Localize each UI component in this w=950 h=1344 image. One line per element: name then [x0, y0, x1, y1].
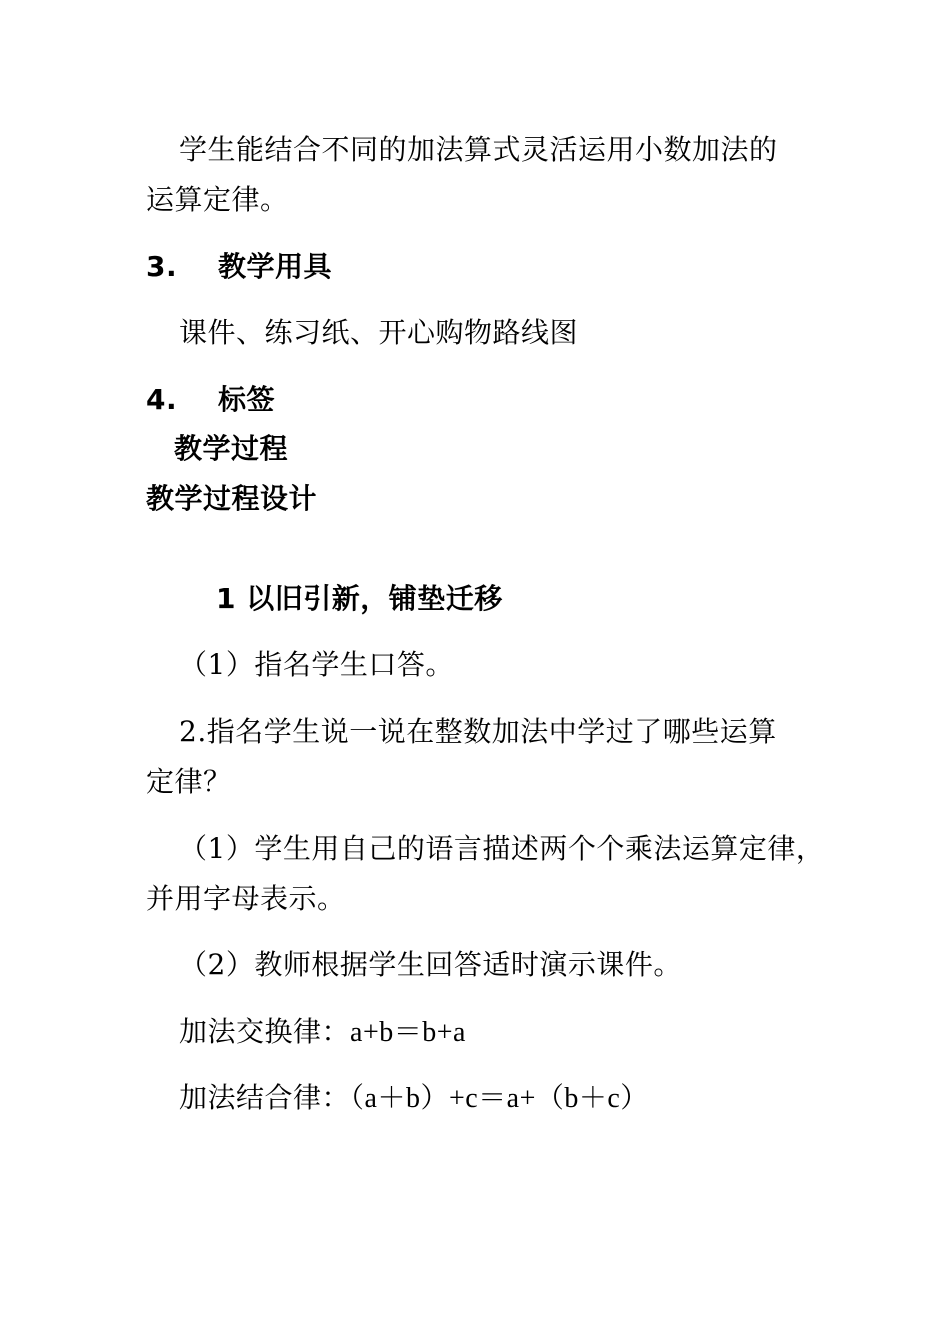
step-item: （2）教师根据学生回答适时演示课件。 — [179, 948, 682, 981]
section-title: 教学用具 — [218, 250, 333, 283]
process-design-title: 教学过程设计 — [146, 482, 318, 515]
section-number: 3. — [146, 250, 178, 283]
paragraph-line: 学生能结合不同的加法算式灵活运用小数加法的 — [179, 133, 778, 166]
paragraph-line: 并用字母表示。 — [146, 882, 346, 915]
step-heading: 1 以旧引新，铺垫迁移 — [216, 582, 503, 615]
law-formula: a+b＝b+a — [350, 1017, 466, 1048]
paragraph-line: 2.指名学生说一说在整数加法中学过了哪些运算 — [179, 715, 777, 748]
section-number: 4. — [146, 383, 178, 416]
process-title: 教学过程 — [174, 432, 289, 465]
section-heading-3 — [146, 250, 332, 284]
tools-list: 课件、练习纸、开心购物路线图 — [179, 316, 579, 349]
paragraph-line: （1）学生用自己的语言描述两个个乘法运算定律， — [179, 832, 825, 865]
law-formula: （a＋b）+c＝a+（b＋c） — [350, 1083, 649, 1114]
law-label: 加法交换律： — [179, 1015, 351, 1048]
paragraph-line: 运算定律。 — [146, 183, 289, 216]
commutative-law — [179, 1015, 466, 1050]
law-label: 加法结合律： — [179, 1081, 351, 1114]
section-heading-4 — [146, 383, 275, 417]
section-title: 标签 — [218, 383, 276, 416]
associative-law — [179, 1081, 649, 1116]
paragraph-line: 定律？ — [146, 765, 232, 798]
step-item: （1）指名学生口答。 — [179, 648, 454, 681]
